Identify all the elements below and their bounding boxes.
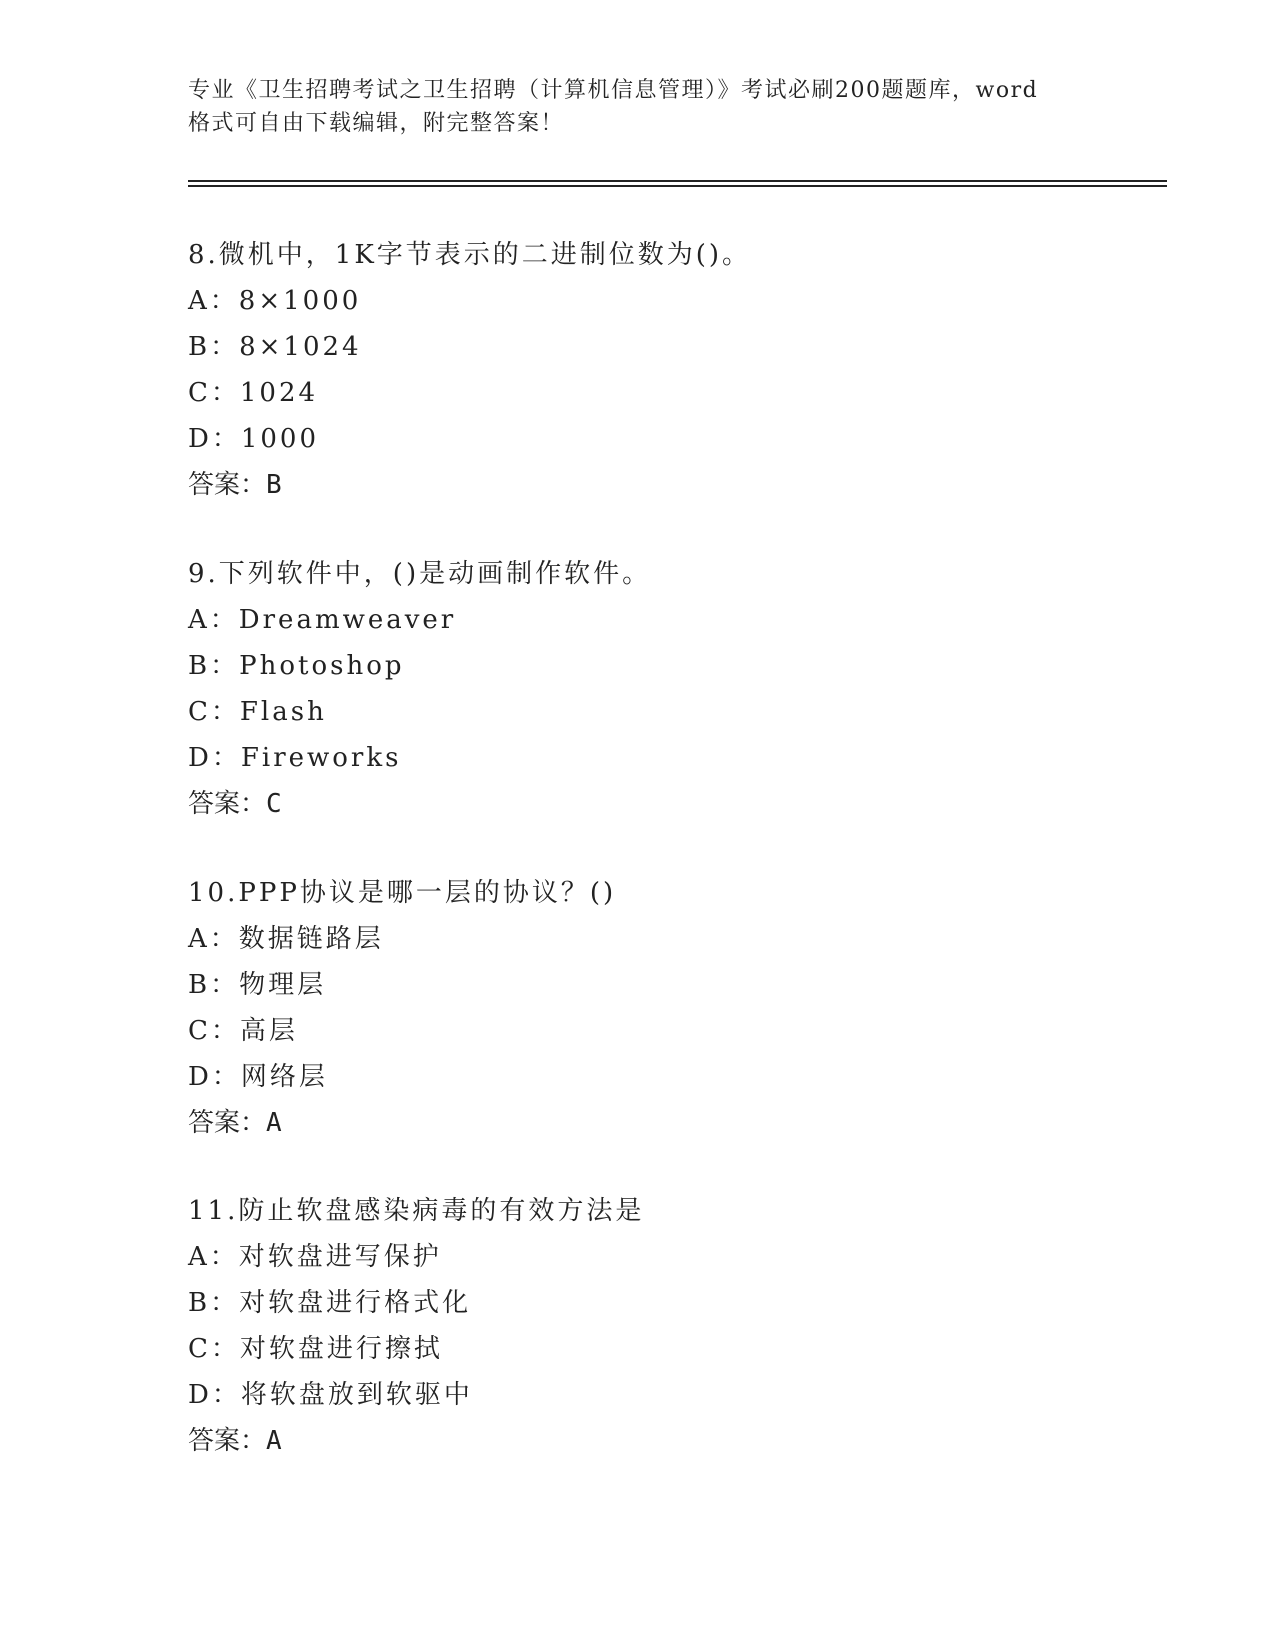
answer-value: C <box>266 789 282 819</box>
answer-line <box>188 1418 1168 1464</box>
option-c: C：高层 <box>188 1016 298 1046</box>
answer-label: 答案： <box>188 1426 267 1456</box>
answer-line <box>188 781 1168 827</box>
question-8 <box>188 232 1168 508</box>
option-d: D：将软盘放到软驱中 <box>188 1380 473 1410</box>
question-text: 9.下列软件中，()是动画制作软件。 <box>188 559 652 589</box>
option-c: C：Flash <box>188 697 327 727</box>
option-a: A：对软盘进写保护 <box>188 1242 442 1272</box>
option-c: C：1024 <box>188 378 319 408</box>
option-a: A：8×1000 <box>188 286 362 316</box>
answer-value: A <box>266 1108 282 1138</box>
option-d: D：1000 <box>188 424 320 454</box>
option-b: B：物理层 <box>188 970 327 1000</box>
option-a: A：Dreamweaver <box>188 605 457 635</box>
document-header <box>188 74 1088 140</box>
question-text: 10.PPP协议是哪一层的协议？() <box>188 878 617 908</box>
answer-label: 答案： <box>188 789 267 819</box>
header-divider-bottom <box>188 185 1167 187</box>
answer-value: B <box>266 470 282 500</box>
option-a: A：数据链路层 <box>188 924 384 954</box>
header-line-2: 格式可自由下载编辑，附完整答案！ <box>188 111 565 136</box>
question-9 <box>188 551 1168 827</box>
option-b: B：对软盘进行格式化 <box>188 1288 472 1318</box>
question-10 <box>188 870 1168 1146</box>
question-text: 8.微机中，1K字节表示的二进制位数为()。 <box>188 240 752 270</box>
option-c: C：对软盘进行擦拭 <box>188 1334 443 1364</box>
option-d: D：网络层 <box>188 1062 328 1092</box>
option-b: B：8×1024 <box>188 332 362 362</box>
answer-label: 答案： <box>188 1108 267 1138</box>
header-line-1: 专业《卫生招聘考试之卫生招聘（计算机信息管理）》考试必刷200题题库，word <box>188 78 1039 103</box>
answer-value: A <box>266 1426 282 1456</box>
header-divider-top <box>188 180 1167 182</box>
option-b: B：Photoshop <box>188 651 405 681</box>
answer-label: 答案： <box>188 470 267 500</box>
answer-line <box>188 462 1168 508</box>
option-d: D：Fireworks <box>188 743 402 773</box>
question-11 <box>188 1188 1168 1464</box>
question-text: 11.防止软盘感染病毒的有效方法是 <box>188 1196 645 1226</box>
answer-line <box>188 1100 1168 1146</box>
